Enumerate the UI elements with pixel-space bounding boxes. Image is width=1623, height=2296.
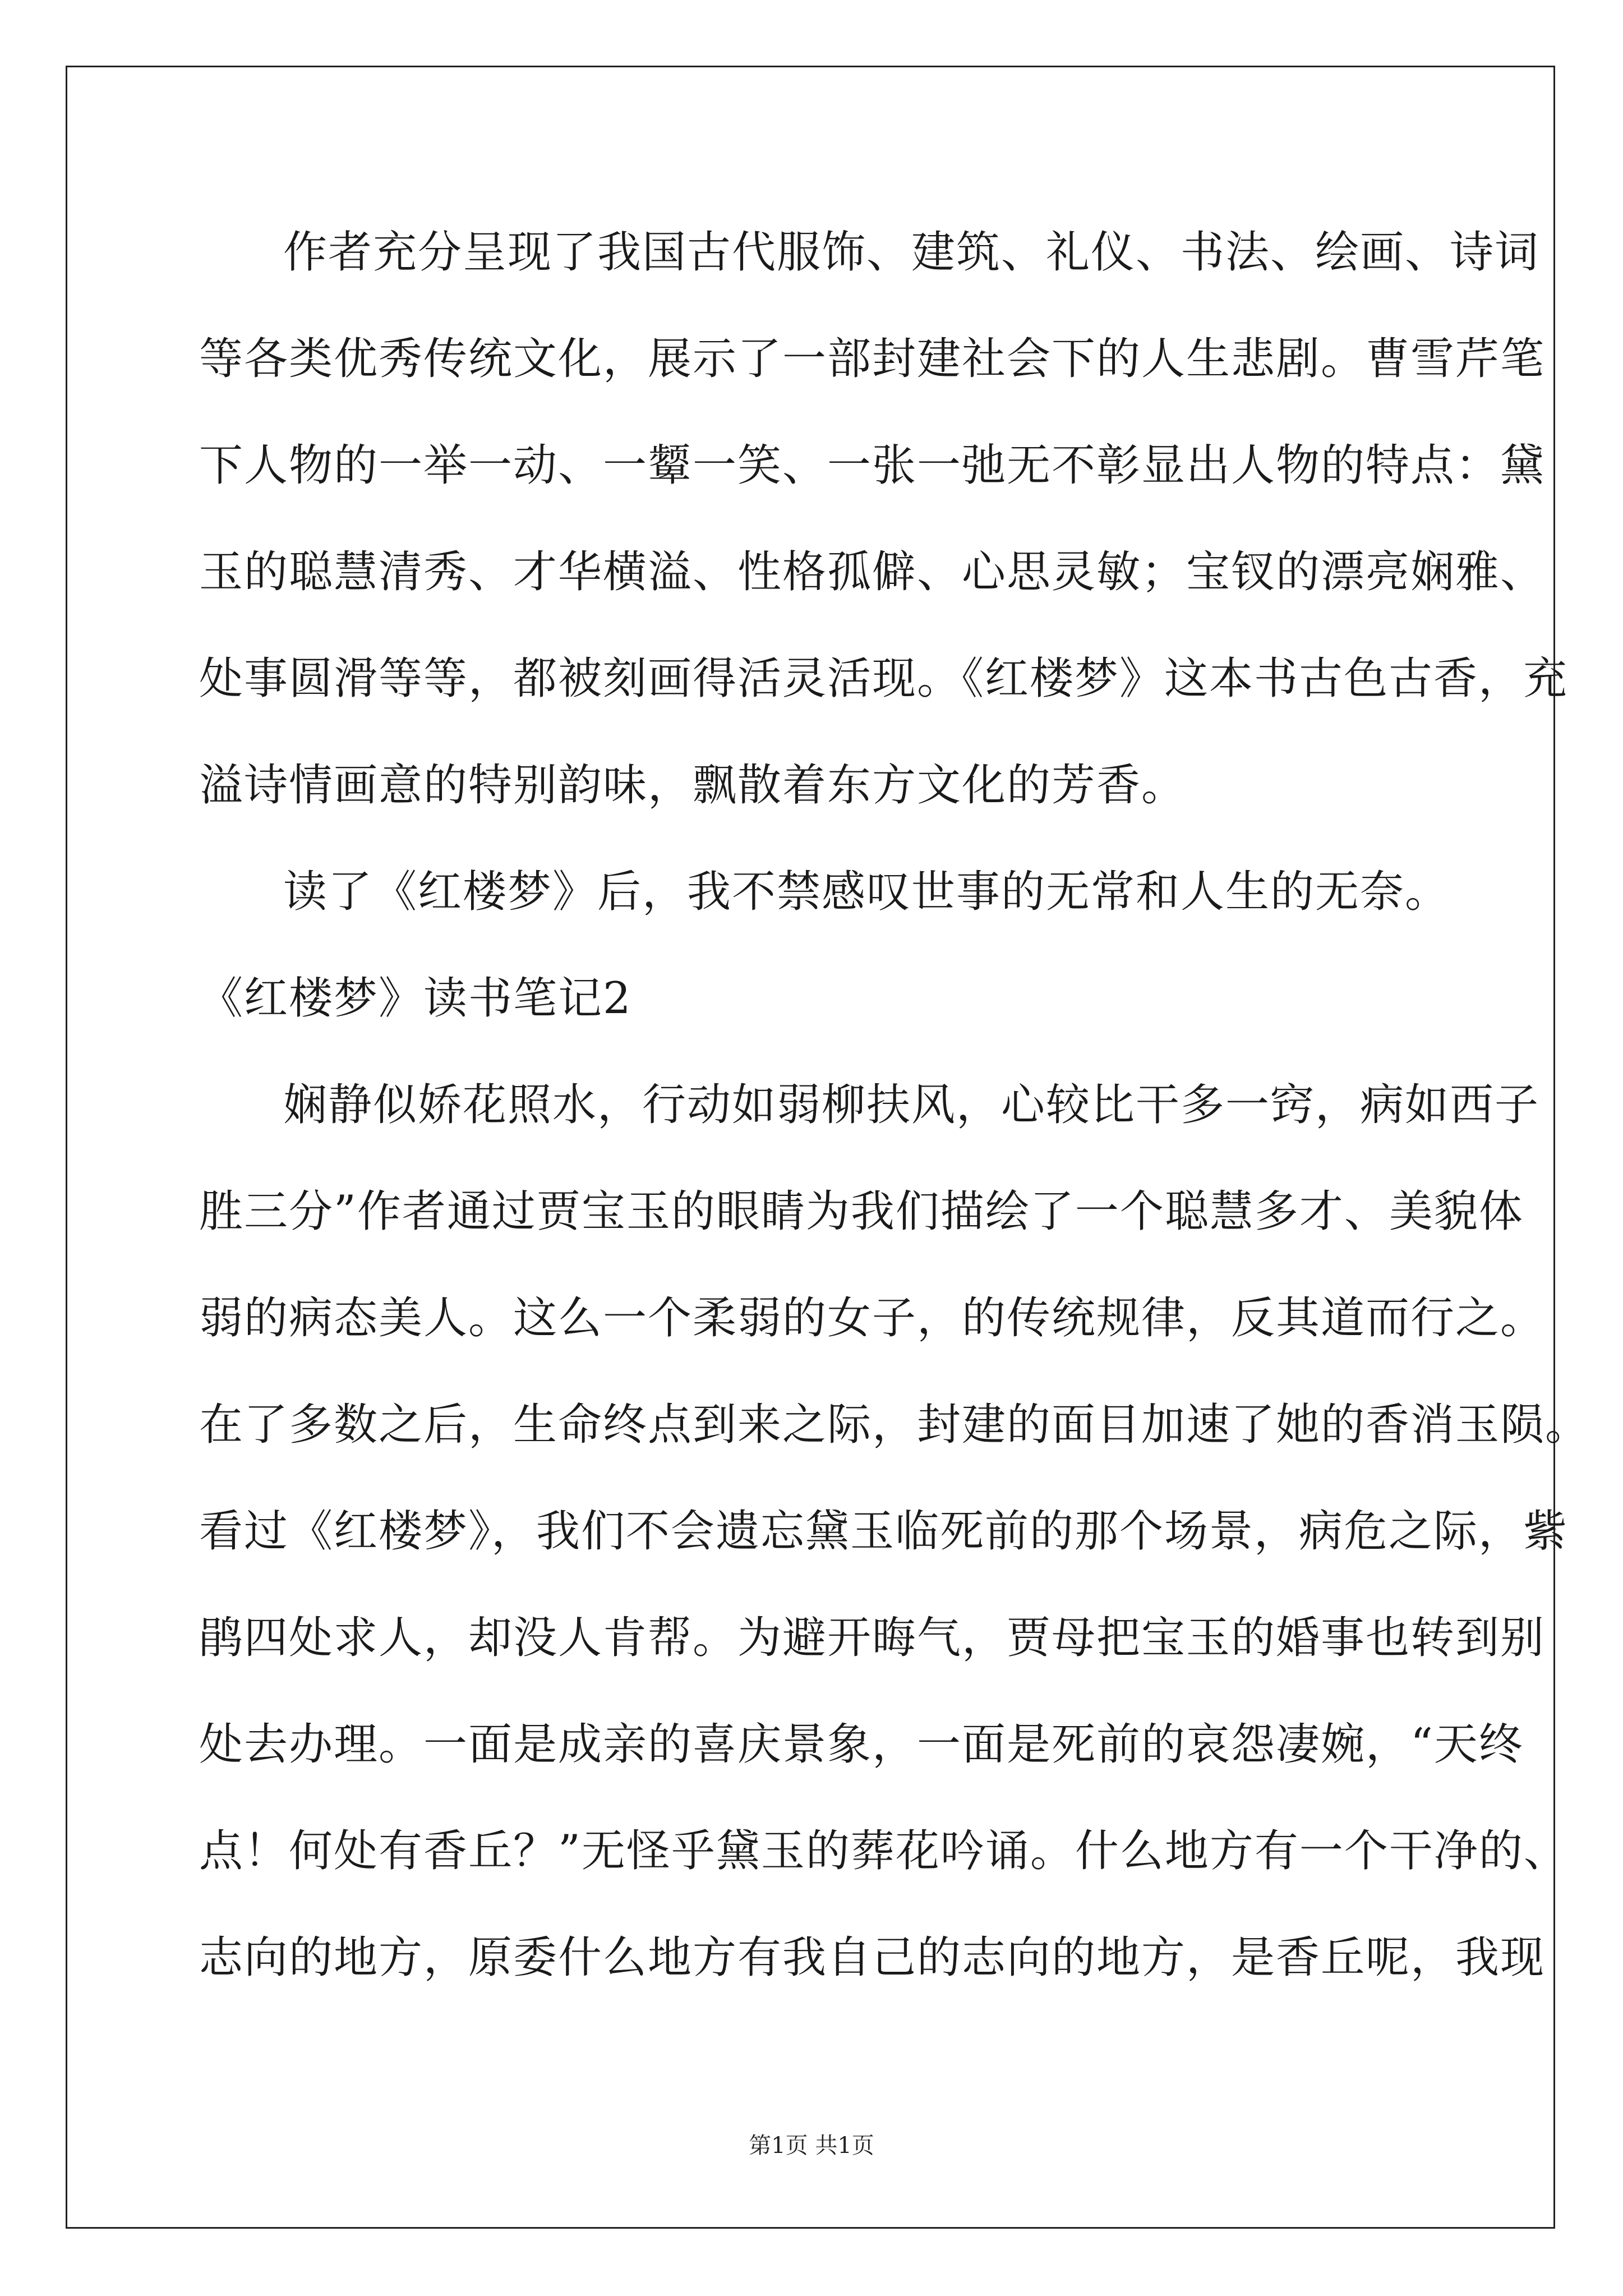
text-line: 鹃四处求人，却没人肯帮。为避开晦气，贾母把宝玉的婚事也转到别 xyxy=(199,1613,1546,1663)
text-line: 处去办理。一面是成亲的喜庆景象，一面是死前的哀怨凄婉，“天终 xyxy=(199,1719,1524,1770)
text-line: 等各类优秀传统文化，展示了一部封建社会下的人生悲剧。曹雪芹笔 xyxy=(199,334,1546,384)
text-line: 下人物的一举一动、一颦一笑、一张一弛无不彰显出人物的特点：黛 xyxy=(199,440,1546,491)
text-line: 看过《红楼梦》，我们不会遗忘黛玉临死前的那个场景，病危之际，紫 xyxy=(199,1506,1569,1557)
page-footer: 第1页 共1页 xyxy=(749,2133,874,2159)
text-line: 处事圆滑等等，都被刻画得活灵活现。《红楼梦》这本书古色古香，充 xyxy=(199,654,1569,704)
text-line: 弱的病态美人。这么一个柔弱的女子，的传统规律，反其道而行之。 xyxy=(199,1293,1546,1343)
text-line: 娴静似娇花照水，行动如弱柳扶风，心较比干多一窍，病如西子 xyxy=(283,1080,1540,1130)
text-line: 作者充分呈现了我国古代服饰、建筑、礼仪、书法、绘画、诗词 xyxy=(283,227,1540,278)
text-line: 胜三分”作者通过贾宝玉的眼睛为我们描绘了一个聪慧多才、美貌体 xyxy=(199,1186,1524,1237)
section-heading: 《红楼梦》读书笔记2 xyxy=(199,973,632,1024)
text-line: 玉的聪慧清秀、才华横溢、性格孤僻、心思灵敏；宝钗的漂亮娴雅、 xyxy=(199,547,1546,597)
text-line: 溢诗情画意的特别韵味，飘散着东方文化的芳香。 xyxy=(199,760,1187,811)
text-line: 点！何处有香丘？”无怪乎黛玉的葬花吟诵。什么地方有一个干净的、 xyxy=(199,1826,1569,1876)
text-line: 在了多数之后，生命终点到来之际，封建的面目加速了她的香消玉陨。 xyxy=(199,1400,1590,1450)
text-line: 志向的地方，原委什么地方有我自己的志向的地方，是香丘呢，我现 xyxy=(199,1932,1546,1983)
text-line: 读了《红楼梦》后，我不禁感叹世事的无常和人生的无奈。 xyxy=(283,867,1450,917)
